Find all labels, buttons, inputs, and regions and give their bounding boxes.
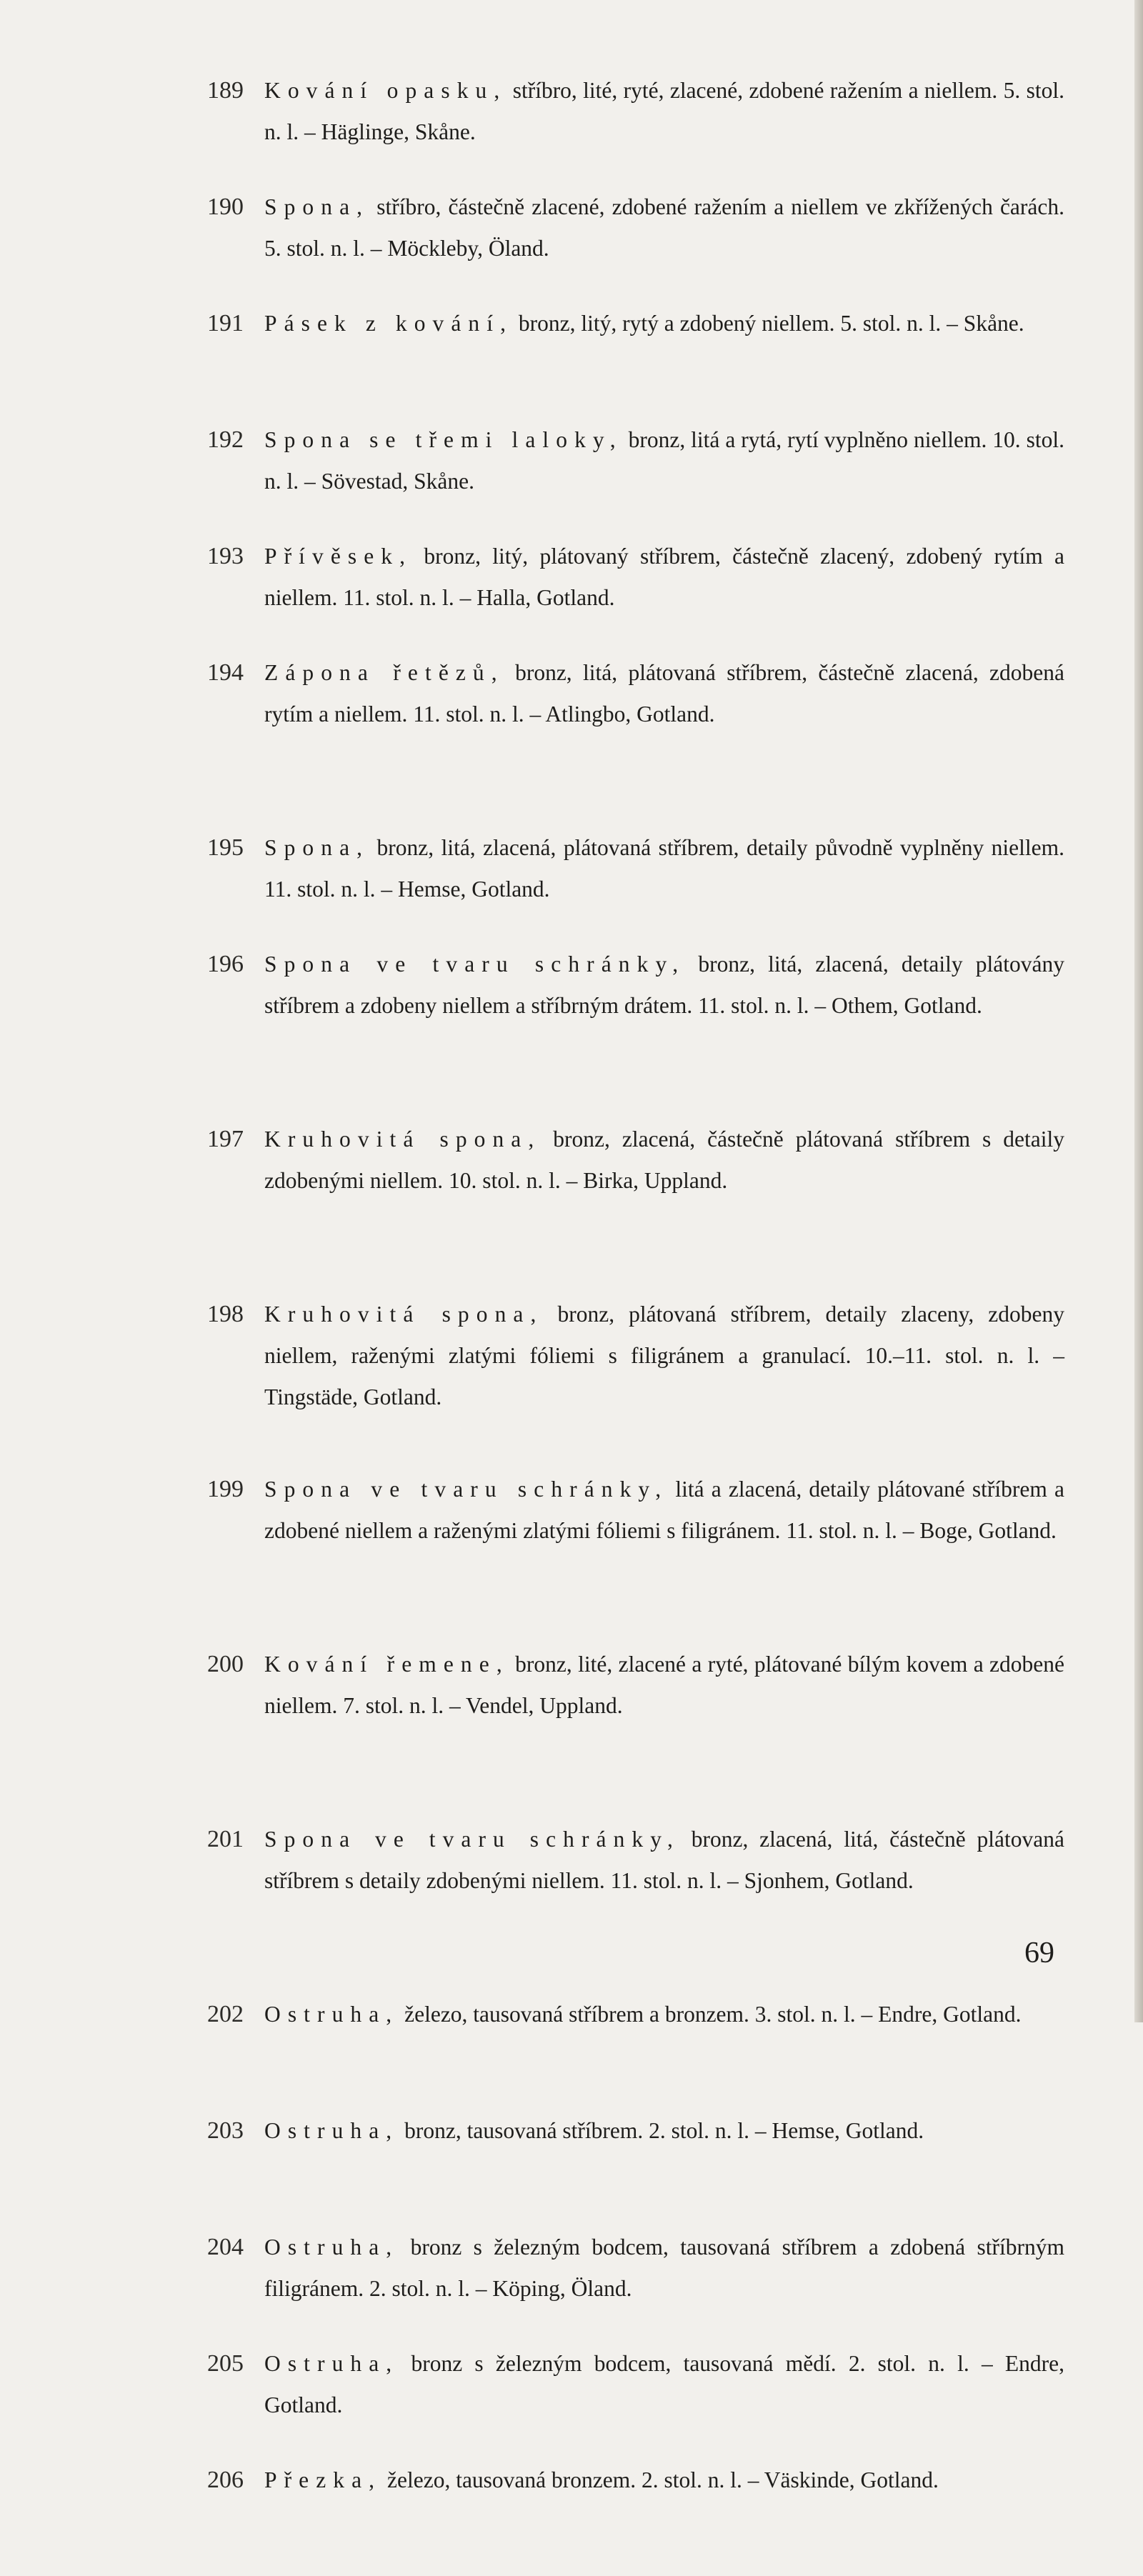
entry-number: 199 (207, 1476, 244, 1502)
entry-title: Spona, (264, 835, 370, 860)
entry-body (264, 536, 1064, 619)
catalog-entry-192 (207, 419, 1064, 536)
entry-title: Přezka, (264, 2467, 382, 2492)
entry-title: Spona ve tvaru schránky, (264, 952, 686, 977)
entry-number: 195 (207, 834, 244, 861)
entry-text: bronz, zlacená, litá, částečně plátovaná stříbrem s detaily zdobenými niellem. 11. stol. n. l. – Sjonhem, Gotland. (264, 1827, 1064, 1893)
entry-text: bronz, zlacená, částečně plátovaná stříbrem s detaily zdobenými niellem. 10. stol. n. l. – Birka, Uppland. (264, 1127, 1064, 1193)
entry-text: železo, tausovaná stříbrem a bronzem. 3. stol. n. l. – Endre, Gotland. (404, 2002, 1022, 2027)
entry-body (264, 1119, 1064, 1202)
entry-text: bronz, litá a rytá, rytí vyplněno niellem. 10. stol. n. l. – Sövestad, Skåne. (264, 427, 1065, 494)
entry-body (264, 2227, 1064, 2310)
entry-body (264, 2110, 1064, 2152)
catalog-entry-193 (207, 536, 1064, 652)
entry-title: Přívěsek, (264, 544, 413, 569)
entry-title: Ostruha, (264, 2118, 399, 2143)
entry-body (264, 1994, 1064, 2035)
entry-body (264, 1469, 1064, 1552)
catalog-entry-198 (207, 1294, 1064, 1469)
entry-text: stříbro, lité, ryté, zlacené, zdobené ražením a niellem. 5. stol. n. l. – Häglinge, Skåne. (264, 78, 1064, 144)
entry-body (264, 70, 1064, 153)
entry-title: Kruhovitá spona, (264, 1302, 544, 1327)
entry-number: 200 (207, 1651, 244, 1677)
catalog-entry-194 (207, 652, 1064, 827)
page-edge-shadow (1134, 0, 1143, 2022)
entry-number: 205 (207, 2350, 244, 2377)
catalog-entry-195 (207, 827, 1064, 944)
catalog-list (207, 70, 1064, 2576)
entry-title: Kruhovitá spona, (264, 1127, 541, 1152)
catalog-entry-203 (207, 2110, 1064, 2227)
catalog-entry-202 (207, 1994, 1064, 2110)
entry-text: stříbro, částečně zlacené, zdobené ražením a niellem ve zkřížených čarách. 5. stol. n. l. – Möckleby, Öland. (264, 194, 1064, 261)
catalog-entry-201 (207, 1819, 1064, 1994)
catalog-entry-199 (207, 1469, 1064, 1644)
entry-title: Kování opasku, (264, 78, 507, 103)
entry-text: bronz, lité, zlacené a ryté, plátované bílým kovem a zdobené niellem. 7. stol. n. l. – Vendel, Uppland. (264, 1652, 1064, 1718)
catalog-entry-205 (207, 2343, 1064, 2460)
entry-title: Spona se třemi laloky, (264, 427, 623, 452)
entry-body (264, 2343, 1064, 2426)
entry-text: bronz, litý, plátovaný stříbrem, částečně zlacený, zdobený rytím a niellem. 11. stol. n. l. – Halla, Gotland. (264, 544, 1065, 610)
entry-text: bronz, litá, zlacená, plátovaná stříbrem, detaily původně vyplněny niellem. 11. stol. n. l. – Hemse, Gotland. (264, 835, 1065, 902)
catalog-entry-196 (207, 944, 1064, 1119)
entry-text: bronz s železným bodcem, tausovaná mědí. 2. stol. n. l. – Endre, Gotland. (264, 2351, 1064, 2417)
entry-number: 193 (207, 543, 244, 569)
entry-title: Spona ve tvaru schránky, (264, 1477, 669, 1502)
catalog-entry-190 (207, 186, 1064, 303)
entry-text: bronz, litá, plátovaná stříbrem, částečně zlacená, zdobená rytím a niellem. 11. stol. n. l. – Atlingbo, Gotland. (264, 660, 1065, 727)
catalog-entry-191 (207, 303, 1064, 419)
entry-text: bronz s železným bodcem, tausovaná stříbrem a zdobená stříbrným filigránem. 2. stol. n. l. – Köping, Öland. (264, 2235, 1065, 2301)
entry-body (264, 1294, 1064, 1418)
entry-title: Kování řemene, (264, 1652, 509, 1677)
entry-title: Ostruha, (264, 2002, 399, 2027)
entry-body (264, 303, 1064, 344)
entry-body (264, 1644, 1064, 1727)
entry-text: bronz, litá, zlacená, detaily plátovány stříbrem a zdobeny niellem a stříbrným drátem. 11. stol. n. l. – Othem, Gotland. (264, 952, 1064, 1018)
entry-number: 202 (207, 2001, 244, 2027)
page-number: 69 (1024, 1937, 1054, 1970)
catalog-entry-200 (207, 1644, 1064, 1819)
entry-text: litá a zlacená, detaily plátované stříbrem a zdobené niellem a raženými zlatými fóliemi s filigránem. 11. stol. n. l. – Boge, Gotland. (264, 1477, 1065, 1543)
entry-body (264, 186, 1064, 269)
entry-number: 206 (207, 2467, 244, 2493)
entry-number: 196 (207, 951, 244, 977)
catalog-entry-206 (207, 2460, 1064, 2576)
entry-text: železo, tausovaná bronzem. 2. stol. n. l. – Väskinde, Gotland. (387, 2467, 939, 2492)
catalog-entry-197 (207, 1119, 1064, 1294)
entry-number: 190 (207, 194, 244, 220)
entry-text: bronz, plátovaná stříbrem, detaily zlaceny, zdobeny niellem, raženými zlatými fóliemi s filigránem a granulací. 10.–11. stol. n. l. – Tingstäde, Gotland. (264, 1302, 1065, 1409)
entry-text: bronz, litý, rytý a zdobený niellem. 5. stol. n. l. – Skåne. (518, 311, 1024, 336)
entry-title: Spona ve tvaru schránky, (264, 1827, 680, 1852)
entry-body (264, 827, 1064, 910)
entry-number: 203 (207, 2117, 244, 2144)
entry-number: 201 (207, 1826, 244, 1852)
entry-body (264, 2460, 1064, 2501)
entry-body (264, 652, 1064, 735)
entry-number: 197 (207, 1126, 244, 1152)
entry-title: Zápona řetězů, (264, 660, 504, 685)
entry-body (264, 1819, 1064, 1902)
entry-body (264, 419, 1064, 502)
catalog-entry-189 (207, 70, 1064, 186)
entry-title: Spona, (264, 194, 370, 219)
entry-text: bronz, tausovaná stříbrem. 2. stol. n. l. – Hemse, Gotland. (404, 2118, 924, 2143)
entry-body (264, 944, 1064, 1027)
entry-number: 194 (207, 659, 244, 686)
entry-number: 204 (207, 2234, 244, 2260)
entry-number: 198 (207, 1301, 244, 1327)
entry-number: 192 (207, 426, 244, 453)
entry-title: Ostruha, (264, 2351, 399, 2376)
entry-number: 189 (207, 77, 244, 104)
catalog-entry-204 (207, 2227, 1064, 2343)
entry-number: 191 (207, 310, 244, 336)
entry-title: Pásek z kování, (264, 311, 514, 336)
entry-title: Ostruha, (264, 2235, 399, 2260)
